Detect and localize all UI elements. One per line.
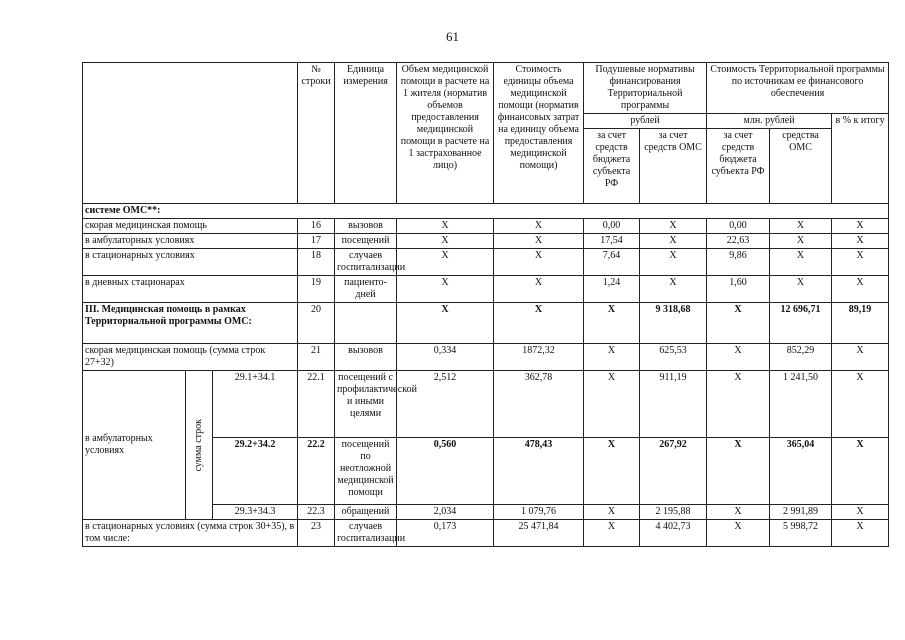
row-label: III. Медицинская помощь в рамках Территориальной программы ОМС: bbox=[83, 303, 298, 344]
header-oms-per-capita: за счет средств ОМС bbox=[640, 129, 707, 204]
row-sub-sum: 29.3+34.3 bbox=[213, 505, 298, 520]
cell-oms-total: X bbox=[770, 219, 832, 234]
cell-volume: X bbox=[397, 219, 494, 234]
row-unit: случаев госпитализации bbox=[335, 520, 397, 547]
cell-unit-cost: 362,78 bbox=[494, 371, 584, 438]
cell-oms-per-capita: X bbox=[640, 219, 707, 234]
cell-oms-total: 1 241,50 bbox=[770, 371, 832, 438]
row-unit: случаев госпитализации bbox=[335, 249, 397, 276]
group-label: в амбулаторных условиях bbox=[83, 371, 186, 520]
header-budget-total: за счет средств бюджета субъекта РФ bbox=[707, 129, 770, 204]
cell-volume: X bbox=[397, 276, 494, 303]
cell-oms-total: 2 991,89 bbox=[770, 505, 832, 520]
cell-oms-per-capita: X bbox=[640, 234, 707, 249]
cell-unit-cost: 1 079,76 bbox=[494, 505, 584, 520]
financing-table bbox=[82, 62, 889, 547]
row-unit: посещений с профилактической и иными целями bbox=[335, 371, 397, 438]
cell-budget-total: 0,00 bbox=[707, 219, 770, 234]
row-sub-sum: 29.1+34.1 bbox=[213, 371, 298, 438]
cell-pct: X bbox=[832, 219, 889, 234]
cell-volume: X bbox=[397, 234, 494, 249]
cell-budget-per-capita: X bbox=[584, 303, 640, 344]
cell-unit-cost: X bbox=[494, 303, 584, 344]
row-unit: посещений по неотложной медицинской помощи bbox=[335, 438, 397, 505]
cell-volume: 0,173 bbox=[397, 520, 494, 547]
row-number: 21 bbox=[298, 344, 335, 371]
cell-budget-per-capita: X bbox=[584, 344, 640, 371]
table-row bbox=[83, 204, 889, 219]
row-number: 19 bbox=[298, 276, 335, 303]
cell-budget-per-capita: X bbox=[584, 520, 640, 547]
cell-pct: X bbox=[832, 505, 889, 520]
cell-oms-per-capita: 267,92 bbox=[640, 438, 707, 505]
cell-unit-cost: X bbox=[494, 276, 584, 303]
row-label: в стационарных условиях bbox=[83, 249, 298, 276]
row-number: 23 bbox=[298, 520, 335, 547]
cell-pct: X bbox=[832, 234, 889, 249]
cell-budget-total: X bbox=[707, 438, 770, 505]
cell-pct: X bbox=[832, 520, 889, 547]
row-unit: вызовов bbox=[335, 344, 397, 371]
header-unit: Единица измерения bbox=[335, 63, 397, 204]
cell-volume: 2,512 bbox=[397, 371, 494, 438]
row-number: 18 bbox=[298, 249, 335, 276]
cell-pct: X bbox=[832, 344, 889, 371]
table-row bbox=[83, 276, 889, 303]
cell-budget-per-capita: 17,54 bbox=[584, 234, 640, 249]
row-label: скорая медицинская помощь (сумма строк 27+32) bbox=[83, 344, 298, 371]
page-number: 61 bbox=[446, 29, 459, 44]
header-rub: рублей bbox=[584, 114, 707, 129]
cell-budget-per-capita: X bbox=[584, 505, 640, 520]
cell-budget-per-capita: 0,00 bbox=[584, 219, 640, 234]
cell-pct: X bbox=[832, 249, 889, 276]
cell-oms-per-capita: 911,19 bbox=[640, 371, 707, 438]
table-row bbox=[83, 520, 889, 547]
cell-oms-per-capita: X bbox=[640, 249, 707, 276]
table-row bbox=[83, 219, 889, 234]
cell-pct: 89,19 bbox=[832, 303, 889, 344]
header-row-1 bbox=[83, 63, 889, 114]
row-number: 17 bbox=[298, 234, 335, 249]
row-unit: пациенто-дней bbox=[335, 276, 397, 303]
cell-unit-cost: X bbox=[494, 234, 584, 249]
cell-budget-total: X bbox=[707, 371, 770, 438]
cell-unit-cost: X bbox=[494, 219, 584, 234]
row-number: 16 bbox=[298, 219, 335, 234]
cell-budget-per-capita: X bbox=[584, 438, 640, 505]
cell-volume: 2,034 bbox=[397, 505, 494, 520]
row-sub-sum: 29.2+34.2 bbox=[213, 438, 298, 505]
row-unit: вызовов bbox=[335, 219, 397, 234]
cell-budget-per-capita: 1,24 bbox=[584, 276, 640, 303]
cell-budget-per-capita: X bbox=[584, 371, 640, 438]
cell-pct: X bbox=[832, 438, 889, 505]
cell-oms-per-capita: 4 402,73 bbox=[640, 520, 707, 547]
cell-budget-per-capita: 7,64 bbox=[584, 249, 640, 276]
cell-oms-total: X bbox=[770, 249, 832, 276]
header-blank bbox=[83, 63, 298, 204]
cell-volume: X bbox=[397, 249, 494, 276]
cell-unit-cost: X bbox=[494, 249, 584, 276]
cell-budget-total: 9,86 bbox=[707, 249, 770, 276]
header-oms-total: средства ОМС bbox=[770, 129, 832, 204]
cell-oms-per-capita: 625,53 bbox=[640, 344, 707, 371]
row-number: 22.1 bbox=[298, 371, 335, 438]
row-label: в стационарных условиях (сумма строк 30+35), в том числе: bbox=[83, 520, 298, 547]
row-label: в дневных стационарах bbox=[83, 276, 298, 303]
table-row bbox=[83, 303, 889, 344]
row-label: скорая медицинская помощь bbox=[83, 219, 298, 234]
header-per-capita: Подушевые нормативы финансирования Территориальной программы bbox=[584, 63, 707, 114]
row-label: в амбулаторных условиях bbox=[83, 234, 298, 249]
row-unit bbox=[335, 303, 397, 344]
cell-pct: X bbox=[832, 276, 889, 303]
header-cost-total: Стоимость Территориальной программы по источникам ее финансового обеспечения bbox=[707, 63, 889, 114]
cell-oms-total: 365,04 bbox=[770, 438, 832, 505]
table-row bbox=[83, 371, 889, 438]
cell-unit-cost: 478,43 bbox=[494, 438, 584, 505]
cell-oms-total: 5 998,72 bbox=[770, 520, 832, 547]
cell-volume: X bbox=[397, 303, 494, 344]
header-row-no: № строки bbox=[298, 63, 335, 204]
cell-oms-per-capita: X bbox=[640, 276, 707, 303]
row-label: системе ОМС**: bbox=[83, 204, 889, 219]
cell-oms-per-capita: 2 195,88 bbox=[640, 505, 707, 520]
cell-budget-total: 1,60 bbox=[707, 276, 770, 303]
header-pct: в % к итогу bbox=[832, 114, 889, 204]
header-budget-per-capita: за счет средств бюджета субъекта РФ bbox=[584, 129, 640, 204]
cell-volume: 0,334 bbox=[397, 344, 494, 371]
cell-oms-total: 852,29 bbox=[770, 344, 832, 371]
cell-oms-total: 12 696,71 bbox=[770, 303, 832, 344]
cell-budget-total: X bbox=[707, 344, 770, 371]
table-row bbox=[83, 234, 889, 249]
row-number: 20 bbox=[298, 303, 335, 344]
cell-oms-total: X bbox=[770, 276, 832, 303]
row-number: 22.3 bbox=[298, 505, 335, 520]
cell-pct: X bbox=[832, 371, 889, 438]
cell-volume: 0,560 bbox=[397, 438, 494, 505]
cell-oms-total: X bbox=[770, 234, 832, 249]
cell-budget-total: X bbox=[707, 303, 770, 344]
cell-budget-total: X bbox=[707, 505, 770, 520]
header-mln-rub: млн. рублей bbox=[707, 114, 832, 129]
group-sum-label: сумма строк bbox=[186, 371, 213, 520]
table-row bbox=[83, 344, 889, 371]
row-unit: обращений bbox=[335, 505, 397, 520]
row-unit: посещений bbox=[335, 234, 397, 249]
cell-unit-cost: 1872,32 bbox=[494, 344, 584, 371]
cell-oms-per-capita: 9 318,68 bbox=[640, 303, 707, 344]
cell-unit-cost: 25 471,84 bbox=[494, 520, 584, 547]
row-number: 22.2 bbox=[298, 438, 335, 505]
header-volume: Объем медицинской помощи в расчете на 1 жителя (норматив объемов предоставления медицинской помощи в расчете на 1 застрахованное лицо) bbox=[397, 63, 494, 204]
table-row bbox=[83, 249, 889, 276]
cell-budget-total: 22,63 bbox=[707, 234, 770, 249]
header-unit-cost: Стоимость единицы объема медицинской помощи (норматив финансовых затрат на единицу объема предоставления медицинской помощи) bbox=[494, 63, 584, 204]
cell-budget-total: X bbox=[707, 520, 770, 547]
